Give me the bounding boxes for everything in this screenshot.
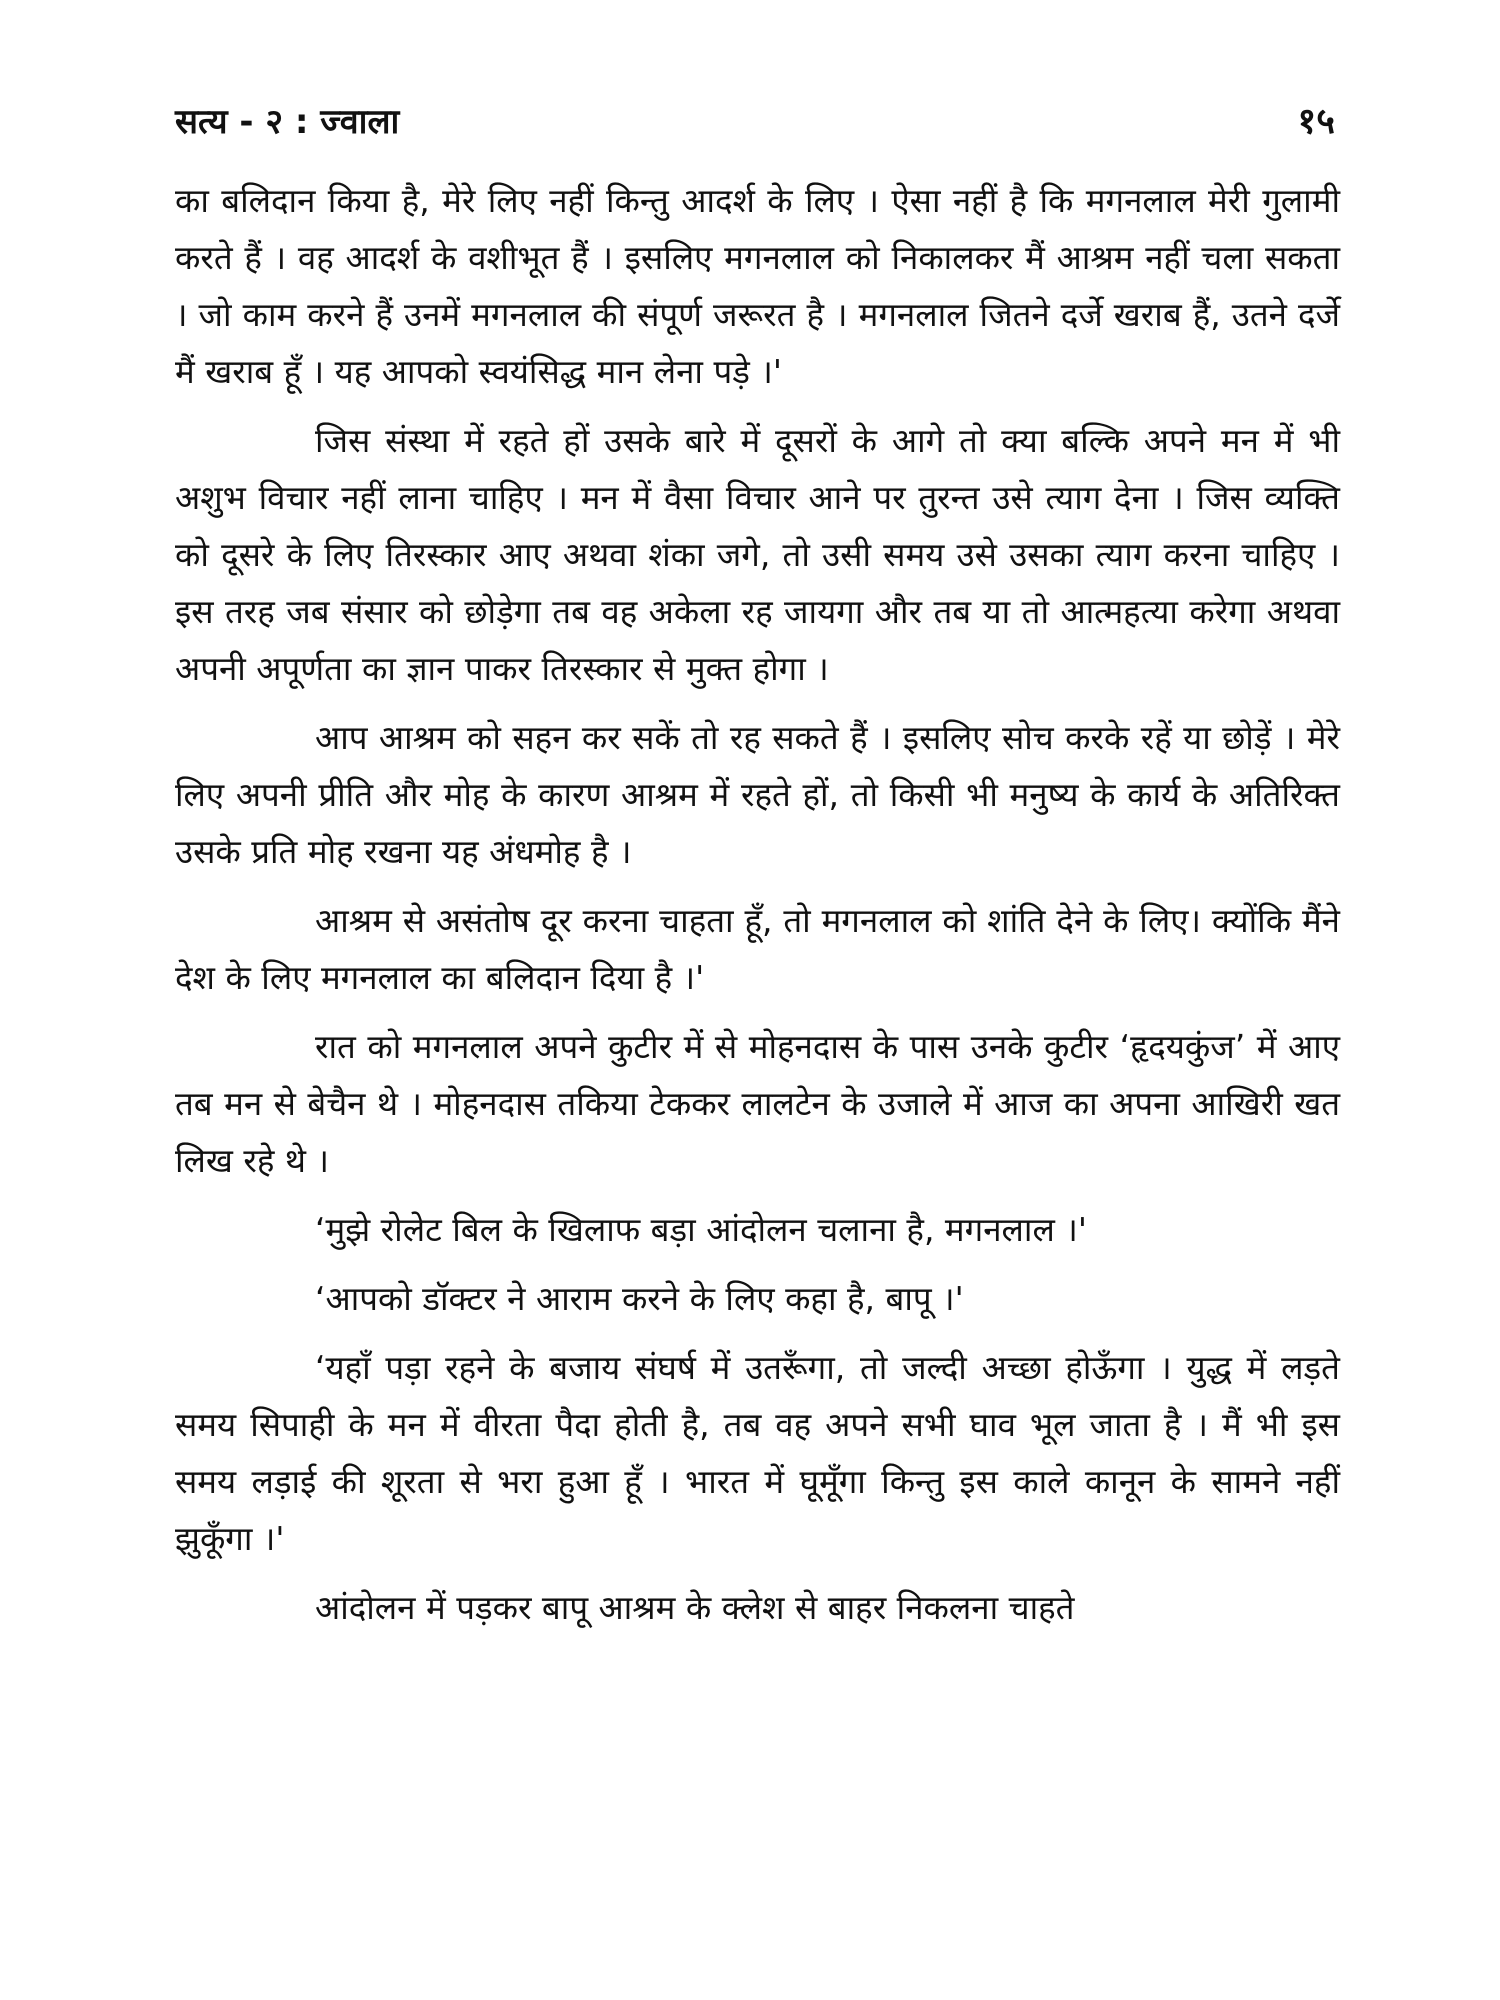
page-number: १५ (1297, 101, 1335, 142)
paragraph: रात को मगनलाल अपने कुटीर में से मोहनदास के पास उनके कुटीर ‘हृदयकुंज’ में आए तब मन से बेचैन थे । मोहनदास तकिया टेककर लालटेन के उजाले में आज का अपना आखिरी खत लिख रहे थे । (175, 1027, 1340, 1180)
paragraph: आश्रम से असंतोष दूर करना चाहता हूँ, तो मगनलाल को शांति देने के लिए। क्योंकि मैंने देश के लिए मगनलाल का बलिदान दिया है ।' (175, 901, 1340, 997)
paragraph: जिस संस्था में रहते हों उसके बारे में दूसरों के आगे तो क्या बल्कि अपने मन में भी अशुभ विचार नहीं लाना चाहिए । मन में वैसा विचार आने पर तुरन्त उसे त्याग देना । जिस व्यक्ति को दूसरे के लिए तिरस्कार आए अथवा शंका जगे, तो उसी समय उसे उसका त्याग करना चाहिए । इस तरह जब संसार को छोड़ेगा तब वह अकेला रह जायगा और तब या तो आत्महत्या करेगा अथवा अपनी अपूर्णता का ज्ञान पाकर तिरस्कार से मुक्त होगा । (175, 421, 1340, 688)
chapter-title: सत्य - २ : ज्वाला (175, 102, 400, 142)
dialogue-line: ‘मुझे रोलेट बिल के खिलाफ बड़ा आंदोलन चलाना है, मगनलाल ।' (315, 1210, 1087, 1249)
paragraph-continued: का बलिदान किया है, मेरे लिए नहीं किन्तु आदर्श के लिए । ऐसा नहीं है कि मगनलाल मेरी गुलामी करते हैं । वह आदर्श के वशीभूत हैं । इसलिए मगनलाल को निकालकर मैं आश्रम नहीं चला सकता । जो काम करने हैं उनमें मगनलाल की संपूर्ण जरूरत है । मगनलाल जितने दर्जे खराब हैं, उतने दर्जे मैं खराब हूँ । यह आपको स्वयंसिद्ध मान लेना पड़े ।' (175, 181, 1340, 391)
body-text (175, 172, 1340, 1648)
dialogue-line: ‘आपको डॉक्टर ने आराम करने के लिए कहा है, बापू ।' (315, 1279, 964, 1318)
paragraph: आंदोलन में पड़कर बापू आश्रम के क्लेश से बाहर निकलना चाहते (315, 1588, 1075, 1627)
dialogue-paragraph: ‘यहाँ पड़ा रहने के बजाय संघर्ष में उतरूँगा, तो जल्दी अच्छा होऊँगा । युद्ध में लड़ते समय सिपाही के मन में वीरता पैदा होती है, तब वह अपने सभी घाव भूल जाता है । मैं भी इस समय लड़ाई की शूरता से भरा हुआ हूँ । भारत में घूमूँगा किन्तु इस काले कानून के सामने नहीं झुकूँगा ।' (175, 1348, 1340, 1558)
paragraph: आप आश्रम को सहन कर सकें तो रह सकते हैं । इसलिए सोच करके रहें या छोड़ें । मेरे लिए अपनी प्रीति और मोह के कारण आश्रम में रहते हों, तो किसी भी मनुष्य के कार्य के अतिरिक्त उसके प्रति मोह रखना यह अंधमोह है । (175, 718, 1340, 871)
running-header (175, 92, 1335, 152)
